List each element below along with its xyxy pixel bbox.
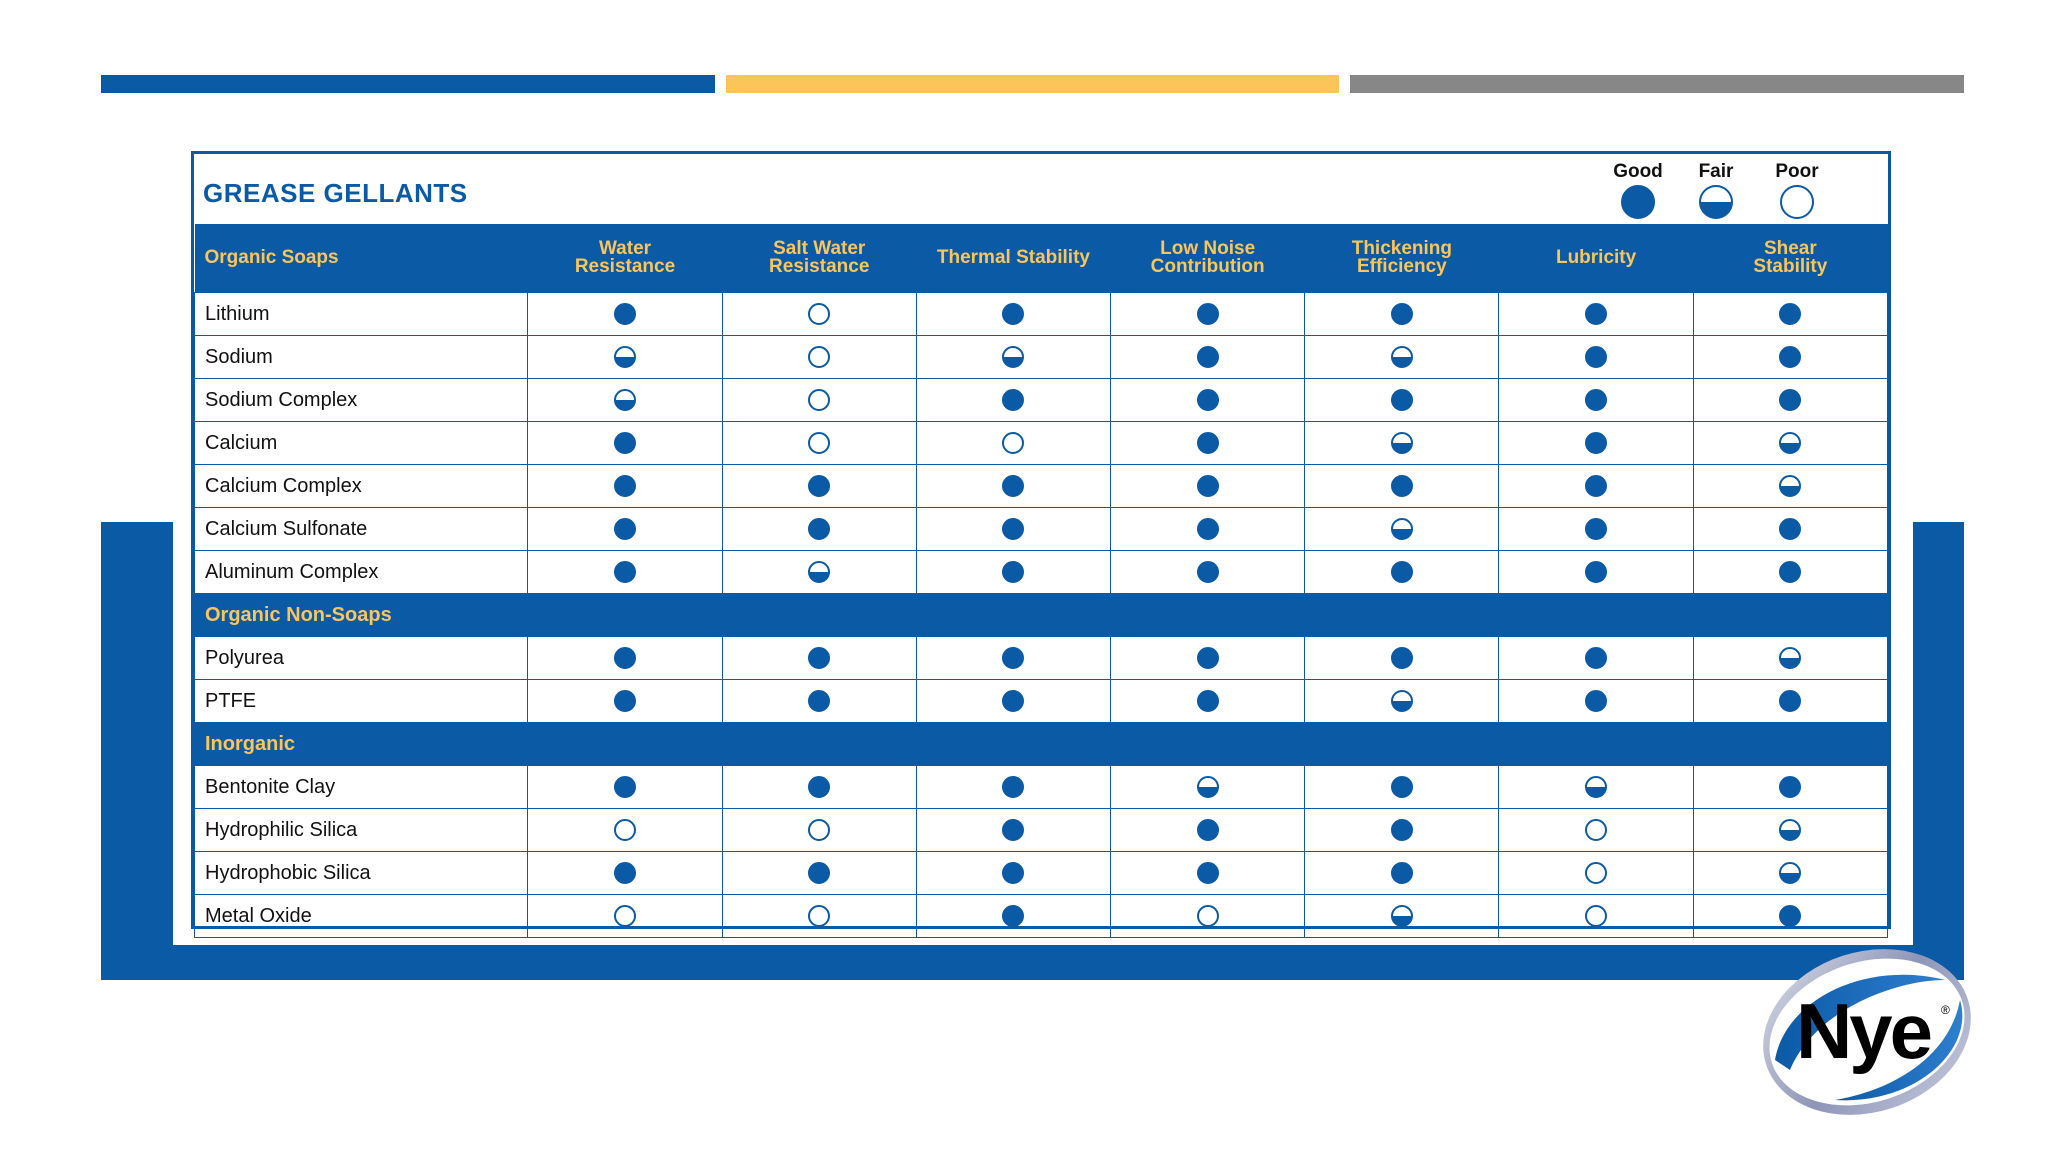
rating-cell: [1499, 336, 1693, 379]
good-rating-icon: [1585, 647, 1607, 669]
column-header-lubricity: Lubricity: [1499, 224, 1693, 293]
header-row: [195, 224, 1888, 293]
fair-rating-icon: [1197, 776, 1219, 798]
rating-cell: [1693, 766, 1887, 809]
rating-cell: [722, 422, 916, 465]
good-rating-icon: [1585, 303, 1607, 325]
legend-poor: [1767, 159, 1827, 219]
poor-rating-icon: [614, 905, 636, 927]
good-rating-icon: [1197, 475, 1219, 497]
rating-cell: [528, 422, 722, 465]
row-label-polyurea: Polyurea: [195, 637, 528, 680]
column-header-thickening-efficiency: Thickening Efficiency: [1305, 224, 1499, 293]
logo-wordmark: Nye: [1795, 987, 1931, 1075]
good-rating-icon: [1002, 905, 1024, 927]
top-bar-yellow: [726, 75, 1339, 93]
good-rating-icon: [1779, 303, 1801, 325]
poor-rating-icon: [1780, 185, 1814, 219]
rating-cell: [1693, 809, 1887, 852]
rating-cell: [1111, 465, 1305, 508]
fair-rating-icon: [1779, 862, 1801, 884]
rating-cell: [1693, 551, 1887, 594]
good-rating-icon: [614, 690, 636, 712]
fair-rating-icon: [1002, 346, 1024, 368]
legend-label-good: Good: [1613, 161, 1663, 182]
row-label-calcium-complex: Calcium Complex: [195, 465, 528, 508]
row-label-calcium: Calcium: [195, 422, 528, 465]
rating-cell: [916, 637, 1110, 680]
rating-cell: [528, 508, 722, 551]
rating-cell: [722, 852, 916, 895]
good-rating-icon: [1585, 432, 1607, 454]
rating-cell: [722, 637, 916, 680]
rating-cell: [1499, 637, 1693, 680]
poor-rating-icon: [614, 819, 636, 841]
poor-rating-icon: [1585, 862, 1607, 884]
table-row: [195, 336, 1888, 379]
rating-cell: [1111, 680, 1305, 723]
row-label-hydrophobic-silica: Hydrophobic Silica: [195, 852, 528, 895]
top-bar-gray: [1350, 75, 1964, 93]
rating-cell: [1693, 895, 1887, 938]
rating-cell: [1111, 895, 1305, 938]
good-rating-icon: [614, 862, 636, 884]
fair-rating-icon: [1391, 432, 1413, 454]
rating-cell: [1305, 766, 1499, 809]
rating-cell: [1693, 379, 1887, 422]
poor-rating-icon: [808, 432, 830, 454]
table-row: [195, 379, 1888, 422]
rating-cell: [916, 465, 1110, 508]
rating-cell: [1305, 809, 1499, 852]
rating-cell: [1111, 508, 1305, 551]
row-label-ptfe: PTFE: [195, 680, 528, 723]
rating-cell: [1111, 809, 1305, 852]
rating-cell: [528, 766, 722, 809]
good-rating-icon: [1391, 819, 1413, 841]
good-rating-icon: [1002, 690, 1024, 712]
good-rating-icon: [1002, 819, 1024, 841]
rating-cell: [528, 680, 722, 723]
good-rating-icon: [1197, 389, 1219, 411]
table-row: [195, 852, 1888, 895]
rating-cell: [1693, 465, 1887, 508]
ratings-table: [194, 224, 1888, 938]
table-row: [195, 293, 1888, 336]
rating-cell: [1499, 895, 1693, 938]
good-rating-icon: [1391, 561, 1413, 583]
rating-cell: [1499, 293, 1693, 336]
good-rating-icon: [1197, 862, 1219, 884]
table-row: [195, 637, 1888, 680]
fair-rating-icon: [808, 561, 830, 583]
rating-cell: [1305, 379, 1499, 422]
good-rating-icon: [1585, 389, 1607, 411]
rating-cell: [722, 895, 916, 938]
rating-cell: [722, 379, 916, 422]
rating-cell: [528, 379, 722, 422]
nye-logo: [1745, 940, 1985, 1130]
rating-cell: [916, 551, 1110, 594]
rating-cell: [722, 551, 916, 594]
rating-cell: [1111, 422, 1305, 465]
good-rating-icon: [808, 862, 830, 884]
good-rating-icon: [614, 475, 636, 497]
rating-cell: [916, 766, 1110, 809]
row-label-sodium-complex: Sodium Complex: [195, 379, 528, 422]
rating-cell: [1499, 766, 1693, 809]
fair-rating-icon: [614, 389, 636, 411]
good-rating-icon: [1391, 303, 1413, 325]
rating-cell: [916, 379, 1110, 422]
column-header-thermal-stability: Thermal Stability: [916, 224, 1110, 293]
rating-cell: [1499, 680, 1693, 723]
poor-rating-icon: [808, 346, 830, 368]
fair-rating-icon: [1779, 432, 1801, 454]
rating-cell: [528, 895, 722, 938]
good-rating-icon: [1585, 690, 1607, 712]
rating-cell: [1305, 551, 1499, 594]
poor-rating-icon: [808, 389, 830, 411]
poor-rating-icon: [1002, 432, 1024, 454]
fair-rating-icon: [614, 346, 636, 368]
good-rating-icon: [1197, 690, 1219, 712]
good-rating-icon: [1197, 346, 1219, 368]
rating-cell: [722, 508, 916, 551]
rating-cell: [1693, 508, 1887, 551]
good-rating-icon: [614, 647, 636, 669]
rating-cell: [722, 766, 916, 809]
poor-rating-icon: [808, 819, 830, 841]
good-rating-icon: [1779, 905, 1801, 927]
rating-cell: [1693, 852, 1887, 895]
top-bar-blue: [101, 75, 715, 93]
row-label-aluminum-complex: Aluminum Complex: [195, 551, 528, 594]
rating-cell: [1499, 422, 1693, 465]
rating-cell: [1499, 465, 1693, 508]
table-row: [195, 680, 1888, 723]
good-rating-icon: [614, 432, 636, 454]
rating-cell: [1693, 293, 1887, 336]
good-rating-icon: [1585, 518, 1607, 540]
poor-rating-icon: [1197, 905, 1219, 927]
table-row: [195, 465, 1888, 508]
rating-cell: [916, 895, 1110, 938]
rating-cell: [1111, 551, 1305, 594]
good-rating-icon: [1197, 647, 1219, 669]
good-rating-icon: [1391, 647, 1413, 669]
good-rating-icon: [1585, 561, 1607, 583]
good-rating-icon: [808, 690, 830, 712]
good-rating-icon: [1002, 561, 1024, 583]
legend-label-poor: Poor: [1775, 161, 1819, 182]
good-rating-icon: [1002, 389, 1024, 411]
good-rating-icon: [808, 647, 830, 669]
good-rating-icon: [1779, 389, 1801, 411]
good-rating-icon: [1391, 862, 1413, 884]
good-rating-icon: [1621, 185, 1655, 219]
good-rating-icon: [1197, 303, 1219, 325]
rating-cell: [916, 680, 1110, 723]
good-rating-icon: [808, 518, 830, 540]
rating-cell: [1111, 852, 1305, 895]
section-row-inorganic: [195, 723, 1888, 766]
rating-cell: [1305, 508, 1499, 551]
good-rating-icon: [614, 518, 636, 540]
row-label-hydrophilic-silica: Hydrophilic Silica: [195, 809, 528, 852]
table-row: [195, 422, 1888, 465]
good-rating-icon: [808, 776, 830, 798]
good-rating-icon: [1779, 346, 1801, 368]
fair-rating-icon: [1391, 690, 1413, 712]
rating-cell: [1693, 637, 1887, 680]
table-row: [195, 809, 1888, 852]
column-header-water-resistance: Water Resistance: [528, 224, 722, 293]
rating-cell: [1499, 379, 1693, 422]
legend-fair: [1686, 159, 1746, 219]
rating-cell: [1305, 852, 1499, 895]
rating-cell: [528, 293, 722, 336]
poor-rating-icon: [808, 303, 830, 325]
row-label-lithium: Lithium: [195, 293, 528, 336]
column-header-low-noise-contribution: Low Noise Contribution: [1111, 224, 1305, 293]
good-rating-icon: [1391, 776, 1413, 798]
poor-rating-icon: [1585, 819, 1607, 841]
fair-rating-icon: [1779, 475, 1801, 497]
rating-cell: [528, 465, 722, 508]
section-header-organic-soaps: Organic Soaps: [195, 224, 528, 293]
good-rating-icon: [1197, 819, 1219, 841]
rating-cell: [528, 852, 722, 895]
title-row: [194, 154, 1888, 224]
logo-registered-mark: ®: [1941, 1003, 1950, 1017]
good-rating-icon: [808, 475, 830, 497]
rating-cell: [1693, 422, 1887, 465]
good-rating-icon: [1585, 475, 1607, 497]
rating-cell: [528, 809, 722, 852]
good-rating-icon: [1002, 647, 1024, 669]
good-rating-icon: [1002, 303, 1024, 325]
rating-cell: [528, 637, 722, 680]
poor-rating-icon: [808, 905, 830, 927]
rating-cell: [1111, 637, 1305, 680]
column-header-shear-stability: Shear Stability: [1693, 224, 1887, 293]
table-row: [195, 508, 1888, 551]
row-label-calcium-sulfonate: Calcium Sulfonate: [195, 508, 528, 551]
row-label-sodium: Sodium: [195, 336, 528, 379]
rating-cell: [1305, 680, 1499, 723]
rating-cell: [1499, 809, 1693, 852]
rating-cell: [528, 551, 722, 594]
rating-cell: [1305, 895, 1499, 938]
poor-rating-icon: [1585, 905, 1607, 927]
fair-rating-icon: [1779, 819, 1801, 841]
table-row: [195, 895, 1888, 938]
good-rating-icon: [614, 303, 636, 325]
good-rating-icon: [614, 776, 636, 798]
rating-cell: [722, 336, 916, 379]
fair-rating-icon: [1585, 776, 1607, 798]
good-rating-icon: [1002, 776, 1024, 798]
section-row-organic-non-soaps: [195, 594, 1888, 637]
good-rating-icon: [1779, 561, 1801, 583]
good-rating-icon: [1197, 518, 1219, 540]
rating-cell: [916, 852, 1110, 895]
rating-cell: [916, 508, 1110, 551]
rating-cell: [1305, 293, 1499, 336]
good-rating-icon: [1779, 776, 1801, 798]
good-rating-icon: [1002, 475, 1024, 497]
legend-label-fair: Fair: [1698, 161, 1734, 182]
rating-cell: [528, 336, 722, 379]
rating-cell: [1305, 465, 1499, 508]
rating-cell: [722, 293, 916, 336]
page-title: GREASE GELLANTS: [203, 178, 468, 208]
table-row: [195, 766, 1888, 809]
rating-cell: [1111, 766, 1305, 809]
rating-cell: [916, 293, 1110, 336]
gellants-table-box: [191, 151, 1891, 929]
section-header-organic-non-soaps: Organic Non-Soaps: [195, 594, 1888, 637]
good-rating-icon: [1197, 561, 1219, 583]
good-rating-icon: [1779, 518, 1801, 540]
table-body: [195, 293, 1888, 938]
row-label-metal-oxide: Metal Oxide: [195, 895, 528, 938]
rating-cell: [916, 809, 1110, 852]
legend-good: [1608, 159, 1668, 219]
rating-cell: [1305, 336, 1499, 379]
good-rating-icon: [1002, 862, 1024, 884]
rating-cell: [916, 422, 1110, 465]
rating-cell: [1111, 336, 1305, 379]
rating-cell: [1693, 336, 1887, 379]
rating-cell: [1499, 852, 1693, 895]
rating-cell: [1693, 680, 1887, 723]
good-rating-icon: [1002, 518, 1024, 540]
fair-rating-icon: [1699, 185, 1733, 219]
good-rating-icon: [1585, 346, 1607, 368]
fair-rating-icon: [1779, 647, 1801, 669]
good-rating-icon: [1197, 432, 1219, 454]
good-rating-icon: [1779, 690, 1801, 712]
row-label-bentonite-clay: Bentonite Clay: [195, 766, 528, 809]
rating-cell: [1499, 508, 1693, 551]
rating-cell: [1111, 379, 1305, 422]
fair-rating-icon: [1391, 905, 1413, 927]
rating-cell: [1499, 551, 1693, 594]
rating-cell: [722, 680, 916, 723]
good-rating-icon: [1391, 475, 1413, 497]
rating-cell: [1305, 422, 1499, 465]
good-rating-icon: [1391, 389, 1413, 411]
rating-cell: [722, 465, 916, 508]
rating-cell: [1305, 637, 1499, 680]
column-header-salt-water-resistance: Salt Water Resistance: [722, 224, 916, 293]
rating-cell: [916, 336, 1110, 379]
table-row: [195, 551, 1888, 594]
fair-rating-icon: [1391, 346, 1413, 368]
rating-cell: [722, 809, 916, 852]
rating-cell: [1111, 293, 1305, 336]
good-rating-icon: [614, 561, 636, 583]
fair-rating-icon: [1391, 518, 1413, 540]
section-header-inorganic: Inorganic: [195, 723, 1888, 766]
